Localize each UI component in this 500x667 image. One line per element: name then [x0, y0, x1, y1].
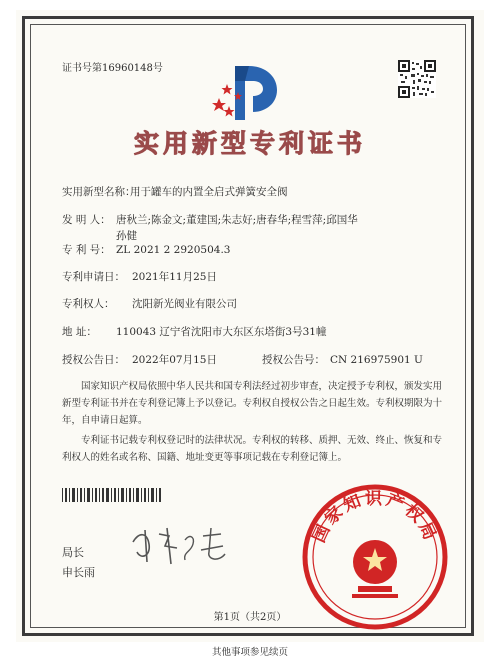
certificate-title: 实用新型专利证书 [133, 129, 366, 158]
grant-number-value: CN 216975901 U [330, 354, 423, 366]
director-title: 局长 [62, 546, 84, 559]
utility-model-name-value: 用于罐车的内置全启式弹簧安全阀 [130, 186, 288, 198]
legal-notice-paragraph-1: 国家知识产权局依照中华人民共和国专利法经过初步审查，决定授予专利权，颁发实用新型专利证书并在专利登记簿上予以登记。专利权自授权公告之日起生效。专利权期限为十年，自申请日起算。 [62, 381, 443, 426]
patent-number-label: 专 利 号： [62, 244, 111, 256]
address-label: 地 址： [62, 326, 97, 338]
filing-date-value: 2021年11月25日 [132, 271, 217, 283]
grant-date-value: 2022年07月15日 [132, 354, 217, 366]
inventor-value: 唐秋兰;陈金文;董建国;朱志好;唐春华;程雪萍;邱国华 [116, 214, 358, 226]
page-indicator: 第1页（共2页） [213, 612, 287, 623]
utility-model-name-label: 实用新型名称： [62, 186, 136, 198]
certificate-number: 证书号第16960148号 [62, 63, 163, 74]
official-seal-icon [300, 482, 450, 632]
address-value: 110043 辽宁省沈阳市大东区东塔街3号31幢 [116, 326, 327, 338]
patentee-value: 沈阳新光阀业有限公司 [132, 298, 237, 310]
patentee-label: 专利权人： [62, 298, 115, 310]
handwritten-signature [125, 522, 235, 568]
grant-date-label: 授权公告日： [62, 354, 125, 366]
continued-note: 其他事项参见续页 [211, 647, 288, 658]
legal-notice-paragraph-2: 专利证书记载专利权登记时的法律状况。专利权的转移、质押、无效、终止、恢复和专利权人的姓名或名称、国籍、地址变更等事项记载在专利登记簿上。 [62, 435, 443, 463]
patent-number-value: ZL 2021 2 2920504.3 [116, 244, 231, 256]
barcode-icon [62, 488, 162, 502]
svg-text:国家知识产权局 [309, 489, 441, 546]
seal-text: 国家知识产权局 [309, 489, 441, 546]
inventor-value-continued: 孙健 [116, 230, 137, 242]
filing-date-label: 专利申请日： [62, 271, 125, 283]
inventor-label: 发 明 人： [62, 214, 111, 226]
director-name: 申长雨 [62, 566, 95, 579]
qr-code-icon [398, 60, 436, 98]
cnipa-logo-icon [205, 62, 295, 124]
grant-number-label: 授权公告号： [262, 354, 325, 366]
